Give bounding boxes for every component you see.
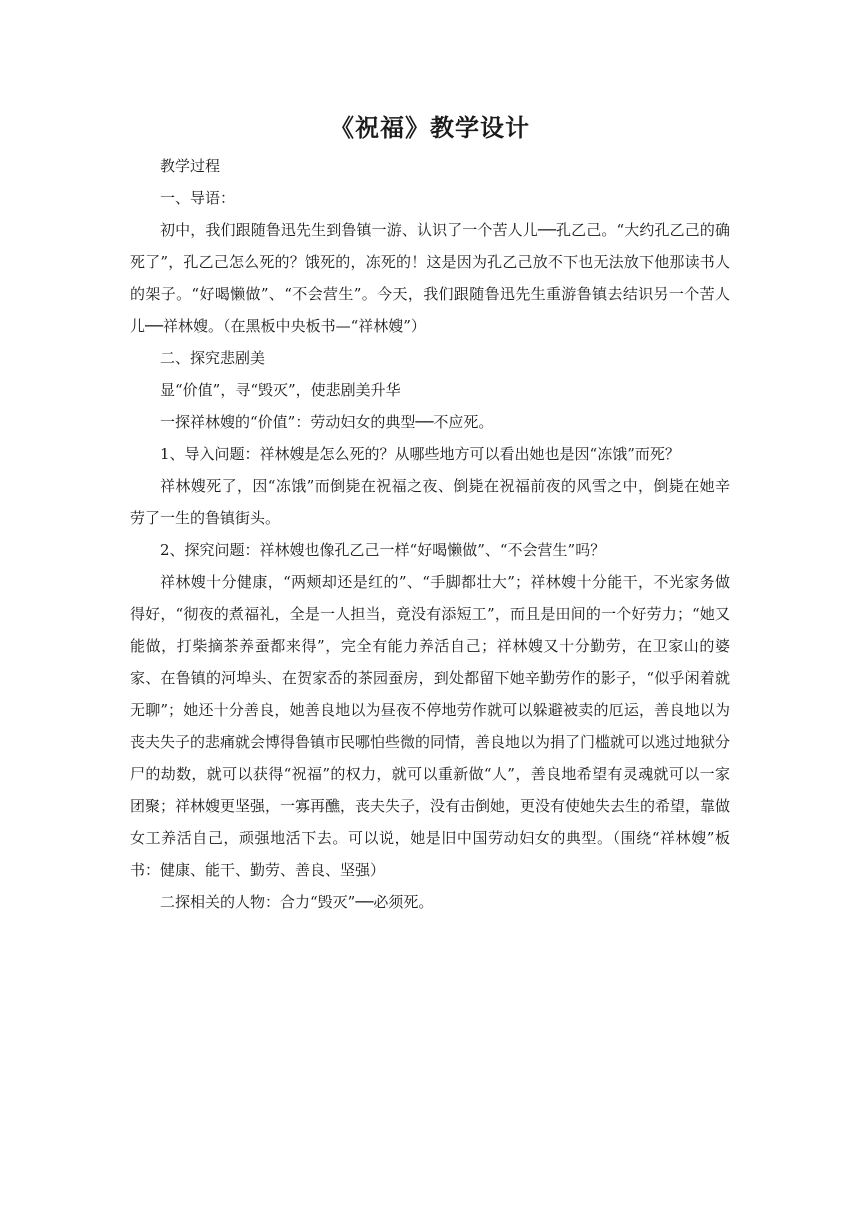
paragraph-subtitle: 显“价值”，寻“毁灭”，使悲剧美升华 xyxy=(160,381,401,399)
paragraph-intro: 初中，我们跟随鲁迅先生到鲁镇一游、认识了一个苦人儿──孔乙己。“大约孔乙己的确死了”，孔乙己怎么死的？饿死的，冻死的！这是因为孔乙己放不下也无法放下他那读书人的架子。“好喝懒做”、“不会营生”。今天，我们跟随鲁迅先生重游鲁镇去结识另一个苦人儿──祥林嫂。（在黑板中央板书—“祥林嫂”） xyxy=(130,221,730,335)
paragraph-second-probe: 二探相关的人物：合力“毁灭”──必须死。 xyxy=(160,893,434,911)
heading-intro: 一、导语： xyxy=(160,189,236,207)
paragraph-first-probe: 一探祥林嫂的“价值”：劳动妇女的典型──不应死。 xyxy=(160,413,494,431)
heading-tragedy: 二、探究悲剧美 xyxy=(160,349,266,367)
document-title: 《祝福》教学设计 xyxy=(330,113,530,142)
paragraph-answer-1: 祥林嫂死了，因“冻饿”而倒毙在祝福之夜、倒毙在祝福前夜的风雪之中，倒毙在她辛劳了一生的鲁镇街头。 xyxy=(130,477,730,527)
section-label-process: 教学过程 xyxy=(160,157,221,175)
paragraph-question-2: 2、探究问题：祥林嫂也像孔乙己一样“好喝懒做”、“不会营生”吗？ xyxy=(160,541,606,559)
paragraph-question-1: 1、导入问题：祥林嫂是怎么死的？从哪些地方可以看出她也是因“冻饿”而死？ xyxy=(160,445,680,463)
document-body xyxy=(130,110,730,918)
paragraph-answer-2: 祥林嫂十分健康，“两颊却还是红的”、“手脚都壮大”；祥林嫂十分能干，不光家务做得好，“彻夜的煮福礼，全是一人担当，竟没有添短工”，而且是田间的一个好劳力；“她又能做，打柴摘茶养蚕都来得”，完全有能力养活自己；祥林嫂又十分勤劳，在卫家山的婆家、在鲁镇的河埠头、在贺家岙的茶园蚕房，到处都留下她辛勤劳作的影子，“似乎闲着就无聊”；她还十分善良，她善良地以为昼夜不停地劳作就可以躲避被卖的厄运，善良地以为丧夫失子的悲痛就会博得鲁镇市民哪怕些微的同情，善良地以为捐了门槛就可以逃过地狱分尸的劫数，就可以获得“祝福”的权力，就可以重新做“人”，善良地希望有灵魂就可以一家团聚；祥林嫂更坚强，一寡再醮，丧夫失子，没有击倒她，更没有使她失去生的希望，靠做女工养活自己，顽强地活下去。可以说，她是旧中国劳动妇女的典型。（围绕“祥林嫂”板书：健康、能干、勤劳、善良、坚强） xyxy=(130,573,731,879)
